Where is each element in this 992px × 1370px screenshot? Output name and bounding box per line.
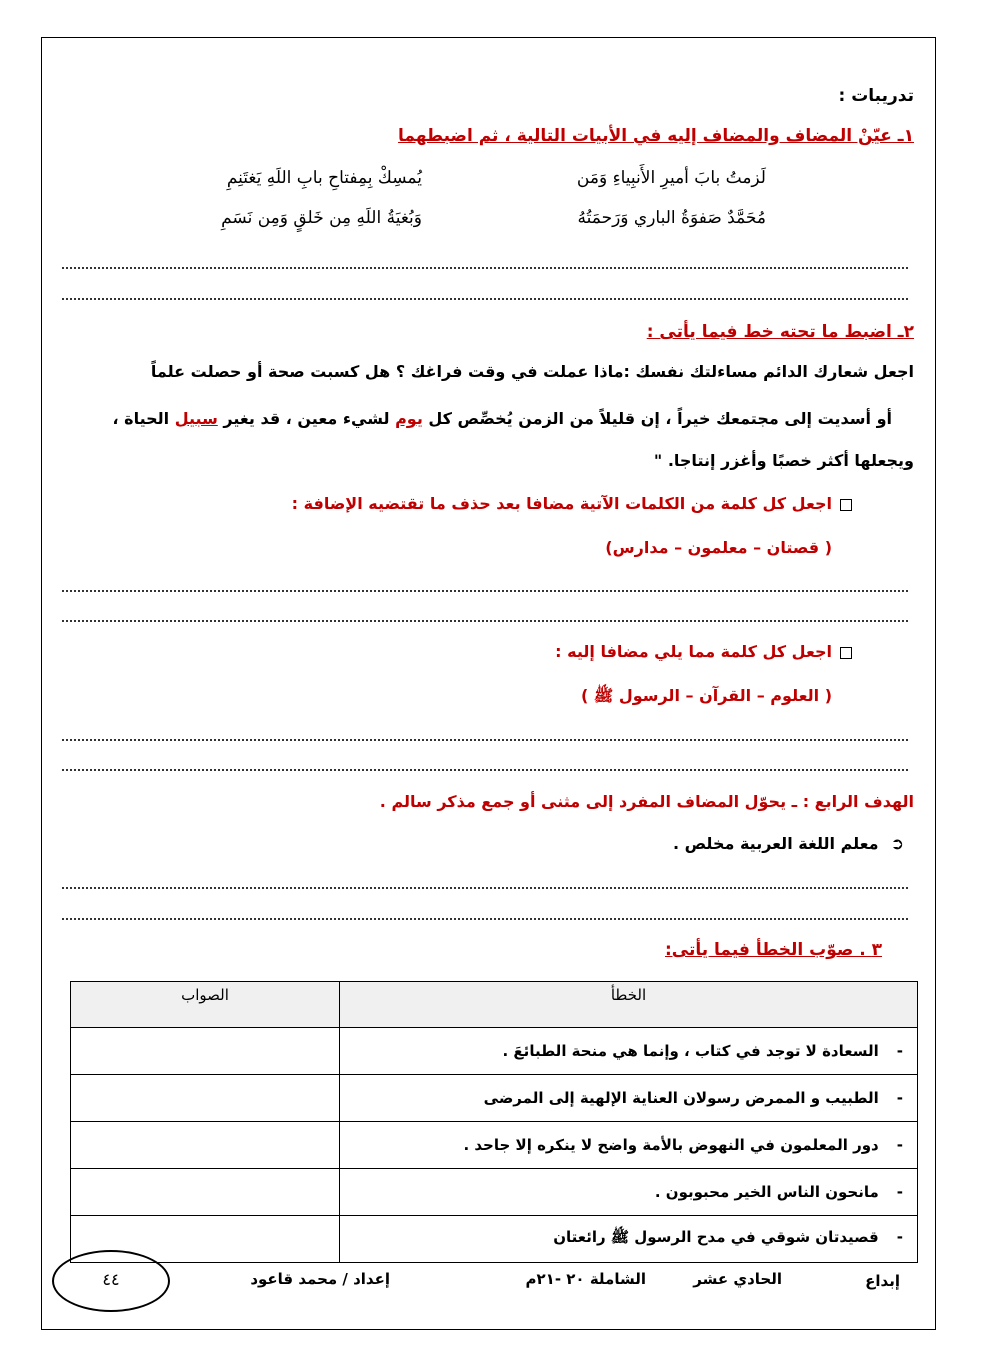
table-row	[71, 1216, 918, 1263]
goal4-heading: الهدف الرابع : ـ يحوّل المضاف المفرد إلى مثنى أو جمع مذكر سالم .	[379, 792, 914, 811]
answer-line[interactable]	[62, 739, 908, 741]
answer-line[interactable]	[62, 918, 908, 920]
page-title: تدريبات :	[838, 86, 914, 106]
dash: -	[896, 1183, 903, 1201]
col-right-header: الصواب	[71, 982, 340, 1028]
footer-grade: الحادي عشر	[693, 1270, 782, 1288]
footer-author: إعداد / محمد قاعود	[250, 1270, 390, 1288]
verse1-right: لَزمتُ بابَ أميرِ الأَنبِياءِ وَمَن	[576, 168, 766, 188]
task1-text: اجعل كل كلمة من الكلمات الآتية مضافا بعد حذف ما تقتضيه الإضافة :	[291, 494, 832, 513]
col-wrong-header: الخطأ	[340, 982, 918, 1028]
paragraph-line-1: اجعل شعارك الدائم مساءلتك نفسك :ماذا عملت في وقت فراغك ؟ هل كسبت صحة أو حصلت علماً	[150, 362, 914, 381]
answer-line[interactable]	[62, 887, 908, 889]
footer-book: الشاملة ٢٠ -٢١م	[525, 1270, 646, 1288]
task2-label	[555, 642, 852, 661]
verse1-left: يُمسِكْ بِمِفتاحِ بابِ اللَهِ يَغتَنِمِ	[226, 168, 422, 188]
dash: -	[896, 1228, 903, 1246]
answer-line[interactable]	[62, 590, 908, 592]
table-row	[71, 1122, 918, 1169]
verse2-right: مُحَمَّدٌ صَفوَةُ الباري وَرَحمَتُهُ	[577, 208, 766, 228]
answer-cell[interactable]	[71, 1122, 340, 1169]
dash: -	[896, 1136, 903, 1154]
arrow-bullet-icon: ➲	[890, 834, 904, 853]
paragraph-text: الحياة ،	[112, 409, 175, 428]
task1-label	[292, 494, 852, 513]
answer-cell[interactable]	[71, 1169, 340, 1216]
wrong-text: الطبيب و الممرض رسولان العناية الإلهية إلى المرضى	[483, 1089, 879, 1107]
wrong-text: دور المعلمون في النهوض بالأمة واضح لا ينكره إلا جاحد .	[463, 1136, 879, 1154]
underlined-word: سبيل	[174, 409, 218, 428]
table-header-row	[71, 982, 918, 1028]
goal4-item	[673, 834, 904, 853]
dash: -	[896, 1042, 903, 1060]
checkbox-icon	[840, 647, 852, 659]
paragraph-text: أو أسديت إلى مجتمعك خيراً ، إن قليلاً من الزمن يُخصِّص كل	[422, 409, 892, 428]
answer-line[interactable]	[62, 298, 908, 300]
q1-heading: ١ـ عيّنْ المضاف والمضاف إليه في الأبيات التالية ، ثم اضبطهما	[398, 126, 914, 146]
wrong-cell	[340, 1122, 918, 1169]
answer-cell[interactable]	[71, 1028, 340, 1075]
task1-words: ( قصتان – معلمون – مدارس)	[605, 538, 832, 557]
wrong-cell	[340, 1169, 918, 1216]
wrong-cell	[340, 1028, 918, 1075]
table-row	[71, 1028, 918, 1075]
verse2-left: وَبُغيَةُ اللَهِ مِن خَلقٍ وَمِن نَسَمِ	[221, 208, 422, 228]
checkbox-icon	[840, 499, 852, 511]
paragraph-line-2	[112, 409, 892, 428]
task2-words: ( العلوم – القرآن – الرسول ﷺ )	[581, 686, 832, 705]
wrong-text: السعادة لا توجد في كتاب ، وإنما هي منحة الطبائعَ .	[502, 1042, 879, 1060]
dash: -	[896, 1089, 903, 1107]
paragraph-line-3: ويجعلها أكثر خصبًا وأغزر إنتاجا. "	[653, 451, 914, 470]
correction-table	[70, 981, 918, 1263]
q3-heading: ٣ . صوّب الخطأ فيما يأتى:	[664, 940, 882, 960]
answer-line[interactable]	[62, 769, 908, 771]
answer-line[interactable]	[62, 620, 908, 622]
paragraph-text: لشيء معين ، قد يغير	[217, 409, 396, 428]
table-row	[71, 1075, 918, 1122]
underlined-word: يوم	[395, 409, 423, 428]
wrong-text: مانحون الناس الخير محبوبون .	[654, 1183, 879, 1201]
wrong-text: قصيدتان شوقي في مدح الرسول ﷺ رائعتان	[553, 1228, 879, 1246]
q2-heading: ٢ـ اضبط ما تحته خط فيما يأتى :	[646, 322, 914, 342]
task2-text: اجعل كل كلمة مما يلي مضافا إليه :	[555, 642, 832, 661]
goal4-text: معلم اللغة العربية مخلص .	[672, 834, 879, 853]
page-number: ٤٤	[52, 1250, 170, 1312]
table-row	[71, 1169, 918, 1216]
wrong-cell	[340, 1216, 918, 1263]
answer-cell[interactable]	[71, 1075, 340, 1122]
answer-line[interactable]	[62, 267, 908, 269]
wrong-cell	[340, 1075, 918, 1122]
footer-brand: إبداع	[865, 1272, 900, 1290]
